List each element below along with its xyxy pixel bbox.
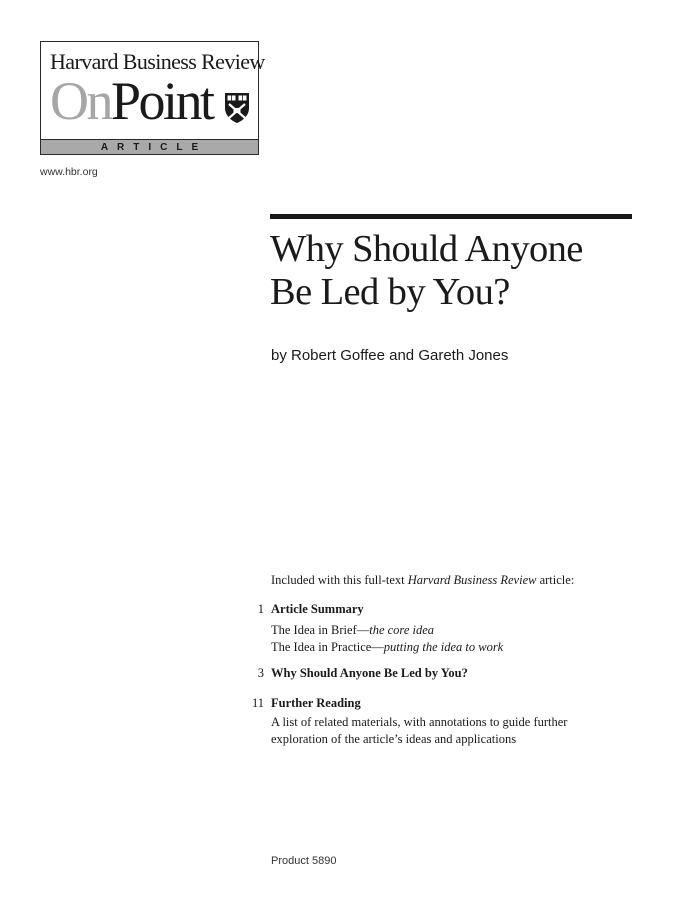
toc-title: Further Reading bbox=[271, 696, 361, 710]
website-url: www.hbr.org bbox=[40, 166, 98, 178]
toc-subline-text: The Idea in Practice— bbox=[271, 640, 384, 654]
article-title-line-1: Why Should Anyone bbox=[270, 228, 583, 270]
toc-subline-italic: putting the idea to work bbox=[383, 640, 504, 654]
toc-page-number: 1 bbox=[257, 602, 264, 616]
contents-intro bbox=[271, 573, 574, 588]
toc-subline-italic: the core idea bbox=[369, 623, 435, 637]
author-byline: by Robert Goffee and Gareth Jones bbox=[271, 347, 509, 364]
toc-subline bbox=[271, 639, 503, 656]
intro-prefix: Included with this full-text bbox=[271, 573, 408, 587]
toc-subline-text: The Idea in Brief— bbox=[271, 623, 370, 637]
toc-page-number: 3 bbox=[257, 666, 264, 680]
toc-subline bbox=[271, 622, 434, 639]
logo-article-band: ARTICLE bbox=[41, 139, 258, 154]
toc-title: Why Should Anyone Be Led by You? bbox=[271, 666, 468, 680]
toc-subline-text: exploration of the article’s ideas and applications bbox=[271, 732, 517, 746]
product-number: Product 5890 bbox=[271, 855, 337, 867]
title-rule bbox=[270, 214, 632, 219]
intro-publication: Harvard Business Review bbox=[407, 573, 537, 587]
intro-suffix: article: bbox=[536, 573, 575, 587]
logo-point-text: Point bbox=[111, 71, 213, 131]
article-title bbox=[270, 228, 650, 314]
toc-subline bbox=[271, 731, 516, 748]
logo-publication-name: Harvard Business Review bbox=[50, 49, 265, 74]
toc-subline bbox=[271, 714, 567, 731]
harvard-shield-icon bbox=[224, 92, 250, 124]
toc-title: Article Summary bbox=[271, 602, 364, 616]
logo-on-text: On bbox=[50, 71, 111, 131]
toc-page-number: 11 bbox=[251, 696, 264, 710]
toc-subline-text: A list of related materials, with annotations to guide further bbox=[271, 715, 568, 729]
logo-onpoint-wordmark bbox=[50, 69, 213, 133]
article-title-line-2: Be Led by You? bbox=[270, 271, 510, 313]
hbr-onpoint-logo bbox=[40, 41, 265, 155]
